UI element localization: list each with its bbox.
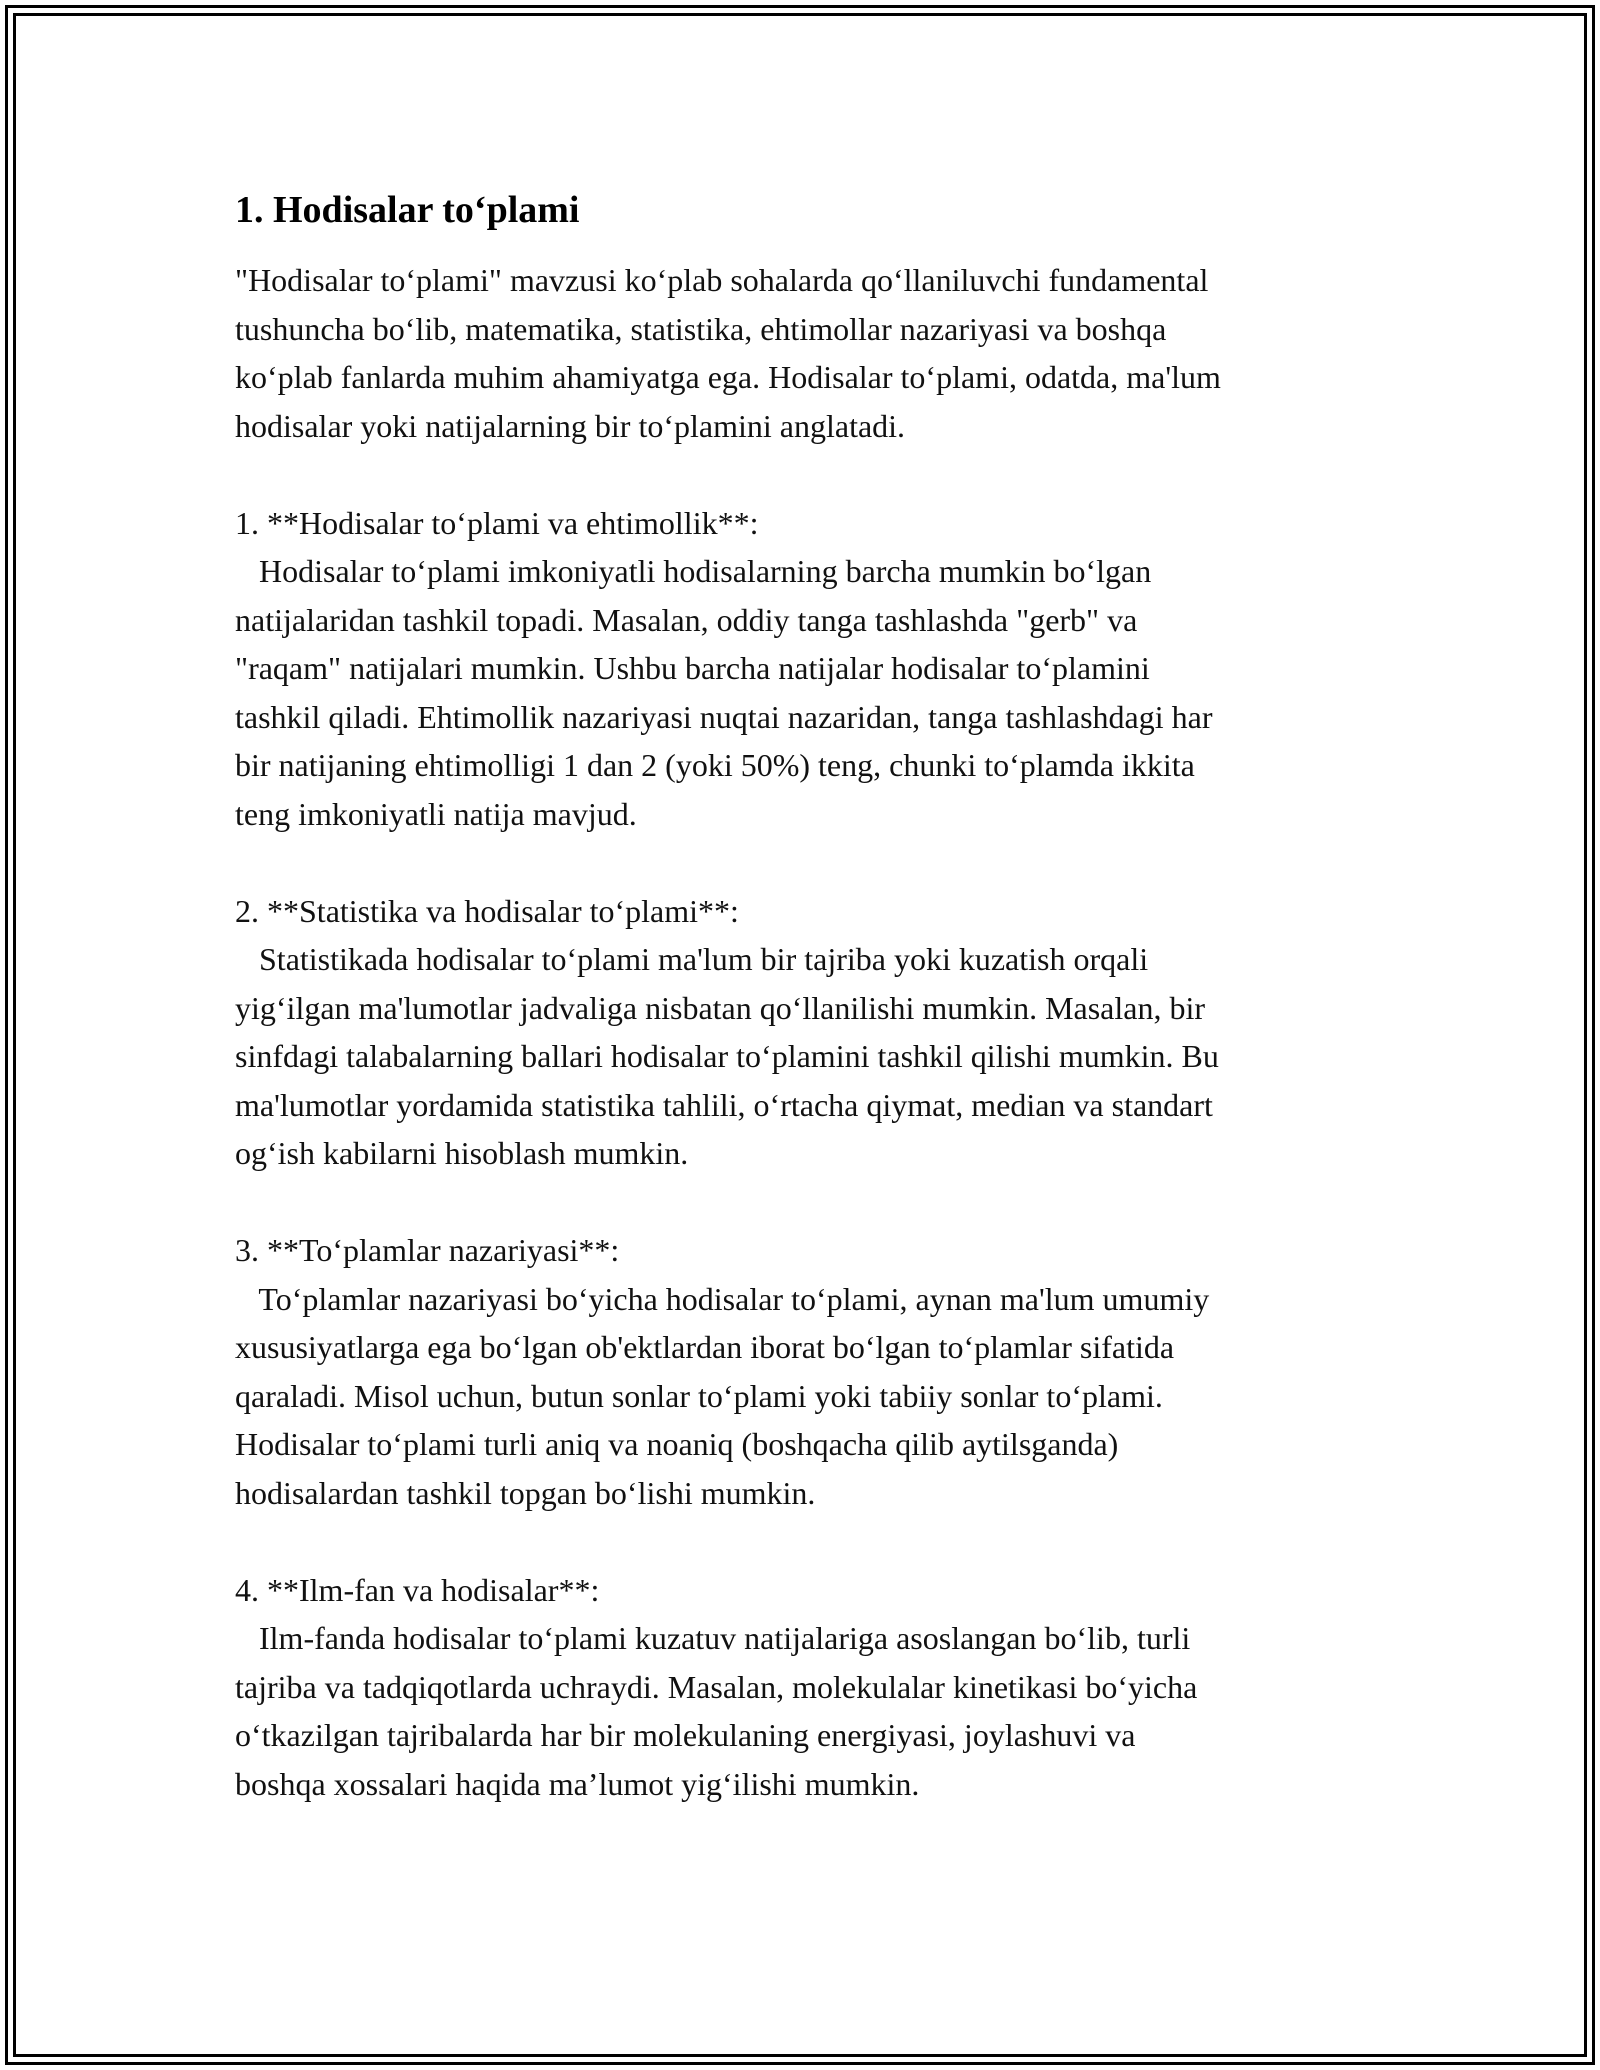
section-line: natijalaridan tashkil topadi. Masalan, oddiy tanga tashlashda "gerb" va: [235, 601, 1138, 638]
section-1: [235, 499, 1375, 839]
section-line: yig‘ilgan ma'lumotlar jadvaliga nisbatan qo‘llanilishi mumkin. Masalan, bir: [235, 989, 1206, 1026]
section-line: tashkil qiladi. Ehtimollik nazariyasi nuqtai nazaridan, tanga tashlashdagi har: [235, 698, 1213, 735]
section-heading: 3. **To‘plamlar nazariyasi**:: [235, 1232, 620, 1268]
section-line: ma'lumotlar yordamida statistika tahlili, o‘rtacha qiymat, median va standart: [235, 1086, 1213, 1123]
intro-paragraph: [235, 256, 1375, 450]
section-line: bir natijaning ehtimolligi 1 dan 2 (yoki 50%) teng, chunki to‘plamda ikkita: [235, 747, 1195, 783]
section-line: teng imkoniyatli natija mavjud.: [235, 795, 637, 832]
section-line: Statistikada hodisalar to‘plami ma'lum bir tajriba yoki kuzatish orqali: [235, 941, 1149, 977]
paragraph-gap: [235, 1178, 1375, 1227]
intro-line: ko‘plab fanlarda muhim ahamiyatga ega. Hodisalar to‘plami, odatda, ma'lum: [235, 359, 1221, 395]
section-line: Ilm-fanda hodisalar to‘plami kuzatuv natijalariga asoslangan bo‘lib, turli: [235, 1620, 1191, 1656]
intro-line: tushuncha bo‘lib, matematika, statistika, ehtimollar nazariyasi va boshqa: [235, 310, 1167, 347]
section-line: To‘plamlar nazariyasi bo‘yicha hodisalar to‘plami, aynan ma'lum umumiy: [235, 1280, 1210, 1317]
section-3: [235, 1226, 1375, 1517]
document-body: [235, 186, 1375, 1808]
intro-line: hodisalar yoki natijalarning bir to‘plamini anglatadi.: [235, 407, 906, 444]
section-line: Hodisalar to‘plami turli aniq va noaniq (boshqacha qilib aytilsganda): [235, 1426, 1119, 1462]
intro-line: "Hodisalar to‘plami" mavzusi ko‘plab sohalarda qo‘llaniluvchi fundamental: [235, 262, 1209, 298]
section-heading: 2. **Statistika va hodisalar to‘plami**:: [235, 892, 739, 929]
document-title: 1. Hodisalar to‘plami: [235, 189, 580, 231]
section-line: og‘ish kabilarni hisoblash mumkin.: [235, 1135, 689, 1171]
paragraph-gap: [235, 1517, 1375, 1566]
section-4: [235, 1566, 1375, 1809]
section-2: [235, 887, 1375, 1178]
section-line: "raqam" natijalari mumkin. Ushbu barcha natijalar hodisalar to‘plamini: [235, 650, 1150, 686]
section-heading: 4. **Ilm-fan va hodisalar**:: [235, 1571, 600, 1608]
section-line: qaraladi. Misol uchun, butun sonlar to‘plami yoki tabiiy sonlar to‘plami.: [235, 1377, 1163, 1414]
section-line: o‘tkazilgan tajribalarda har bir molekulaning energiyasi, joylashuvi va: [235, 1717, 1136, 1753]
paragraph-gap: [235, 450, 1375, 499]
section-line: hodisalardan tashkil topgan bo‘lishi mumkin.: [235, 1474, 816, 1511]
section-line: tajriba va tadqiqotlarda uchraydi. Masalan, molekulalar kinetikasi bo‘yicha: [235, 1668, 1198, 1705]
section-line: sinfdagi talabalarning ballari hodisalar to‘plamini tashkil qilishi mumkin. Bu: [235, 1038, 1219, 1074]
section-line: boshqa xossalari haqida ma’lumot yig‘ilishi mumkin.: [235, 1765, 920, 1802]
section-line: Hodisalar to‘plami imkoniyatli hodisalarning barcha mumkin bo‘lgan: [235, 553, 1152, 589]
paragraph-gap: [235, 838, 1375, 887]
section-line: xususiyatlarga ega bo‘lgan ob'ektlardan iborat bo‘lgan to‘plamlar sifatida: [235, 1329, 1175, 1365]
section-heading: 1. **Hodisalar to‘plami va ehtimollik**:: [235, 504, 759, 541]
